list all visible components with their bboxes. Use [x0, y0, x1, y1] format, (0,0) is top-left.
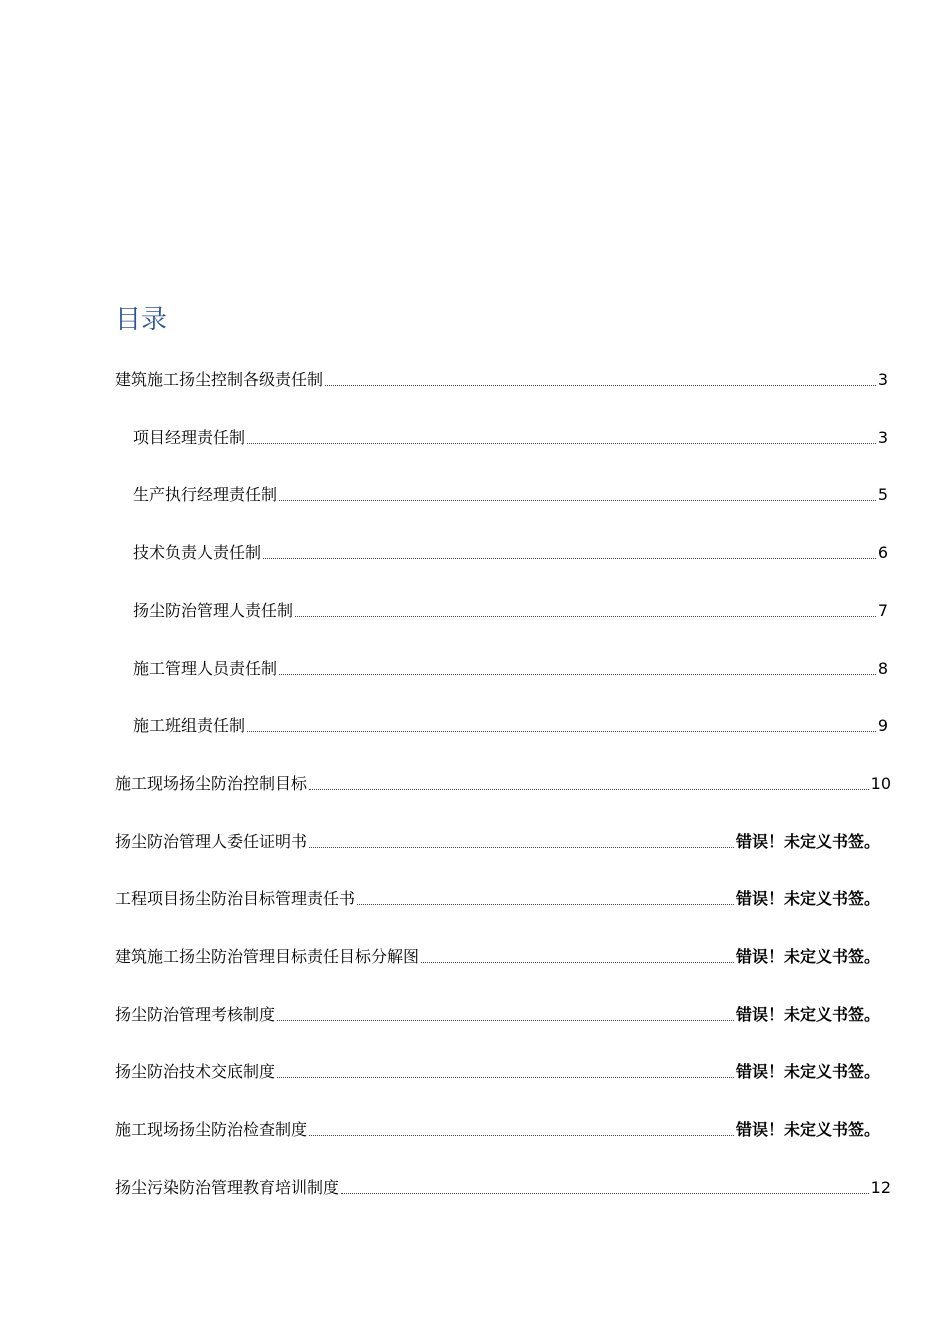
toc-entry-page-error: 错误！未定义书签。: [735, 1120, 880, 1139]
toc-entry-label: 工程项目扬尘防治目标管理责任书: [115, 889, 356, 908]
toc-entry-label: 扬尘污染防治管理教育培训制度: [115, 1178, 340, 1197]
toc-dot-leader: [295, 616, 876, 617]
toc-entry-page-error: 错误！未定义书签。: [735, 1062, 880, 1081]
toc-entry[interactable]: [133, 597, 888, 621]
toc-entry[interactable]: [115, 1001, 880, 1025]
toc-entry-label: 扬尘防治管理人委任证明书: [115, 832, 308, 851]
toc-entry-label: 建筑施工扬尘防治管理目标责任目标分解图: [115, 947, 420, 966]
toc-dot-leader: [325, 385, 876, 386]
toc-entry[interactable]: [115, 366, 888, 390]
toc-entry-label: 扬尘防治管理考核制度: [115, 1005, 276, 1024]
toc-entry[interactable]: [115, 828, 880, 852]
toc-entry-page: 12: [870, 1178, 891, 1197]
toc-entry-page: 5: [877, 485, 888, 504]
toc-entry[interactable]: [133, 481, 888, 505]
toc-entry[interactable]: [115, 885, 880, 909]
toc-entry[interactable]: [115, 1116, 880, 1140]
toc-dot-leader: [247, 443, 876, 444]
toc-entry-page-error: 错误！未定义书签。: [735, 947, 880, 966]
toc-entry-page: 9: [877, 716, 888, 735]
toc-dot-leader: [309, 1135, 734, 1136]
toc-entry-label: 建筑施工扬尘控制各级责任制: [115, 370, 324, 389]
toc-dot-leader: [421, 962, 734, 963]
toc-entry-page: 3: [877, 428, 888, 447]
toc-dot-leader: [309, 847, 734, 848]
toc-entry-page-error: 错误！未定义书签。: [735, 889, 880, 908]
toc-entry[interactable]: [133, 655, 888, 679]
toc-dot-leader: [309, 789, 869, 790]
toc-entry[interactable]: [115, 1058, 880, 1082]
toc-entry-page: 7: [877, 601, 888, 620]
toc-entry-page-error: 错误！未定义书签。: [735, 832, 880, 851]
toc-dot-leader: [279, 500, 876, 501]
toc-entry-page: 8: [877, 659, 888, 678]
toc-entry[interactable]: [115, 943, 880, 967]
toc-entry-page: 3: [877, 370, 888, 389]
toc-dot-leader: [277, 1020, 734, 1021]
toc-entry-label: 生产执行经理责任制: [133, 485, 278, 504]
toc-entry-page: 10: [870, 774, 891, 793]
toc-dot-leader: [341, 1193, 869, 1194]
toc-dot-leader: [277, 1077, 734, 1078]
toc-entry[interactable]: [115, 770, 891, 794]
toc-entry-label: 技术负责人责任制: [133, 543, 262, 562]
toc-entry[interactable]: [133, 424, 888, 448]
toc-entry-label: 扬尘防治技术交底制度: [115, 1062, 276, 1081]
toc-dot-leader: [263, 558, 876, 559]
toc-entry-label: 施工管理人员责任制: [133, 659, 278, 678]
toc-title: 目录: [115, 305, 168, 335]
toc-entry-label: 施工现场扬尘防治检查制度: [115, 1120, 308, 1139]
toc-dot-leader: [357, 904, 734, 905]
toc-entry-page-error: 错误！未定义书签。: [735, 1005, 880, 1024]
toc-entry[interactable]: [115, 1174, 891, 1198]
toc-entry[interactable]: [133, 539, 888, 563]
toc-dot-leader: [279, 674, 876, 675]
toc-entry-page: 6: [877, 543, 888, 562]
toc-entry-label: 施工现场扬尘防治控制目标: [115, 774, 308, 793]
toc-entry[interactable]: [133, 712, 888, 736]
toc-entry-label: 扬尘防治管理人责任制: [133, 601, 294, 620]
toc-entry-label: 施工班组责任制: [133, 716, 246, 735]
toc-dot-leader: [247, 731, 876, 732]
toc-entry-label: 项目经理责任制: [133, 428, 246, 447]
